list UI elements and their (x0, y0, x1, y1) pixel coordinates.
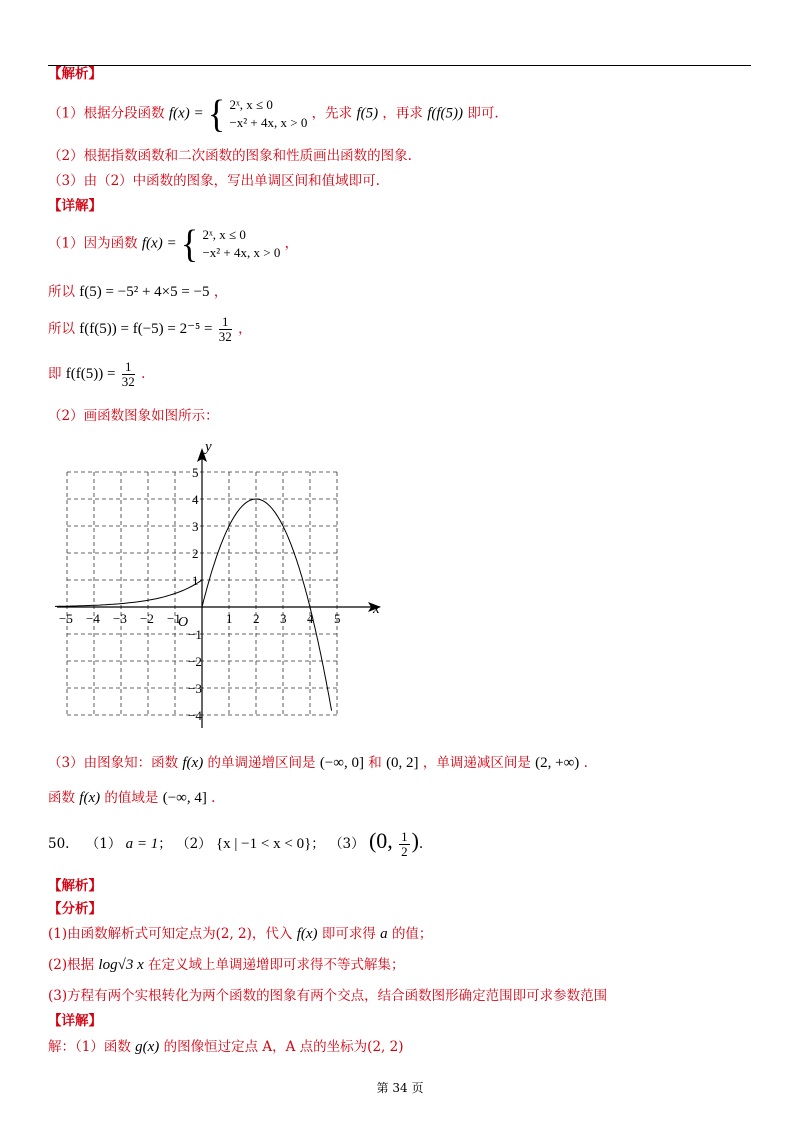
y-axis-label: y (205, 439, 212, 455)
header-rule (48, 65, 751, 66)
part-3-open: (0, (368, 828, 393, 853)
analysis2-header: 【解析】 (48, 878, 102, 894)
question-number: 50. (48, 836, 70, 852)
detail-line-7 (48, 788, 215, 808)
parabola-branch (202, 499, 332, 711)
detail-line-3-text: 所以 (48, 321, 75, 337)
detail-line-6-text: （3）由图象知：函数 (48, 755, 179, 771)
detail-line-6-mid2: ，单调递减区间是 (422, 755, 531, 771)
function-f: f(x) = (141, 235, 177, 252)
part-3-close: ) (411, 828, 419, 853)
x-tick-label: −3 (113, 611, 127, 626)
analysis2-line-2-end: 在定义域上单调递增即可求得不等式解集； (148, 957, 405, 973)
detail-line-7-text: 函数 (48, 790, 75, 806)
x-tick-label: 1 (226, 611, 233, 626)
page-footer: 第 34 页 (376, 1081, 424, 1095)
y-tick-label: −1 (188, 627, 202, 642)
x-tick-label: 3 (280, 611, 287, 626)
fraction-1-2 (399, 830, 410, 859)
analysis-line-2: （2）根据指数函数和二次函数的图象和性质画出函数的图象. (48, 148, 412, 164)
function-graph (55, 438, 395, 733)
fraction-denominator: 2 (401, 844, 408, 859)
decreasing-interval: (2, +∞) (535, 755, 580, 771)
fraction-denominator: 32 (218, 329, 232, 344)
analysis-line-1-mid2: ，再求 (382, 105, 423, 122)
f-of-5: f(5) (356, 105, 379, 122)
detail-line-6-and: 和 (368, 755, 382, 771)
fraction-1-32 (219, 315, 232, 344)
increasing-interval-1: (−∞, 0] (319, 755, 364, 771)
y-tick-label: 1 (192, 573, 199, 588)
detail-line-4-text: 即 (48, 366, 62, 382)
detail-line-1-end: ， (284, 235, 299, 252)
piecewise-case-1: 2ˣ, x ≤ 0 (229, 97, 273, 112)
detail-line-2-math: f(5) = −5² + 4×5 = −5 (79, 284, 210, 300)
detail2-header: 【详解】 (48, 1013, 102, 1029)
function-f: f(x) (296, 926, 318, 942)
y-tick-label: −2 (188, 654, 202, 669)
analysis-line-1-mid: ，先求 (311, 105, 353, 122)
analysis2-line-1 (48, 924, 432, 944)
piecewise-case-2: −x² + 4x, x > 0 (229, 115, 308, 130)
log-expression: log√3 x (98, 957, 144, 973)
function-f: f(x) (182, 755, 204, 771)
fraction-numerator: 1 (401, 829, 408, 844)
piecewise-cases (229, 96, 307, 132)
x-tick-label: −2 (140, 611, 154, 626)
piecewise-brace: { (207, 92, 226, 136)
part-2-answer: {x | −1 < x < 0} (215, 836, 312, 852)
analysis-line-1 (48, 92, 499, 136)
analysis2-line-2 (48, 955, 405, 975)
detail-line-4-end: . (141, 366, 146, 382)
part-3-end: . (418, 836, 424, 852)
piecewise-brace: { (180, 222, 199, 266)
x-tick-labels (59, 611, 341, 626)
detail-line-1 (48, 222, 299, 266)
analysis2-line-1-text: (1)由函数解析式可知定点为(2, 2)，代入 (48, 926, 293, 942)
origin-label: O (178, 615, 189, 630)
increasing-interval-2: (0, 2] (386, 755, 419, 771)
x-tick-label: 2 (253, 611, 260, 626)
y-tick-label: −4 (188, 708, 202, 723)
fraction-numerator: 1 (219, 315, 232, 330)
piecewise-case-2: −x² + 4x, x > 0 (202, 245, 281, 260)
detail-line-6-mid: 的单调递增区间是 (207, 755, 316, 771)
analysis2-line-2-text: (2)根据 (48, 957, 95, 973)
analysis2-line-1-end: 的值； (391, 926, 433, 942)
part-2-label: （2） (176, 836, 212, 852)
detail-line-4-math: f(f(5)) = (65, 366, 116, 382)
detail-line-3 (48, 315, 252, 351)
detail-line-6-end: . (583, 755, 588, 771)
part-1-label: （1） (85, 836, 122, 852)
y-tick-label: 2 (192, 546, 199, 561)
function-f: f(x) = (168, 105, 204, 122)
function-g: g(x) (135, 1039, 160, 1055)
piecewise-cases (202, 226, 280, 262)
x-tick-label: −4 (86, 611, 100, 626)
function-f: f(x) (79, 790, 101, 806)
analysis2-line-1-mid: 即可求得 (321, 926, 376, 942)
detail-line-7-end: . (211, 790, 216, 806)
detail-line-2-end: ， (213, 284, 228, 300)
part-3-label: （3） (329, 836, 365, 852)
analysis2-sub-header: 【分析】 (48, 901, 102, 917)
separator: ； (311, 836, 325, 852)
exponential-branch (55, 580, 202, 606)
fraction-numerator: 1 (122, 360, 135, 375)
detail-line-4 (48, 360, 145, 396)
y-tick-label: −3 (188, 681, 202, 696)
detail2-line-1-end: 的图像恒过定点 A，A 点的坐标为(2, 2) (163, 1039, 404, 1055)
detail-line-3-end: ， (238, 321, 252, 337)
piecewise-case-1: 2ˣ, x ≤ 0 (202, 227, 246, 242)
f-of-f-of-5: f(f(5)) (427, 105, 464, 122)
y-tick-label: 4 (192, 492, 199, 507)
separator: ； (158, 836, 172, 852)
detail-line-1-text: （1）因为函数 (48, 235, 138, 252)
x-tick-label: 5 (334, 611, 341, 626)
part-1-answer: a = 1 (125, 836, 159, 852)
analysis-line-3: （3）由（2）中函数的图象，写出单调区间和值域即可. (48, 173, 380, 189)
x-tick-label: −1 (167, 611, 181, 626)
parameter-a: a (380, 926, 388, 942)
x-tick-label: −5 (59, 611, 73, 626)
detail2-line-1-text: 解：（1）函数 (48, 1039, 131, 1055)
question-50-answers (48, 830, 423, 866)
analysis-header: 【解析】 (48, 66, 102, 82)
analysis-line-1-text: （1）根据分段函数 (48, 105, 165, 122)
x-axis-label: x (373, 601, 380, 617)
x-tick-label: 4 (307, 611, 314, 626)
range-interval: (−∞, 4] (162, 790, 207, 806)
detail-line-7-mid: 的值域是 (104, 790, 159, 806)
fraction-1-32 (122, 360, 135, 389)
y-tick-label: 3 (192, 519, 199, 534)
detail-header: 【详解】 (48, 198, 102, 214)
detail-line-2-text: 所以 (48, 284, 75, 300)
detail-line-2 (48, 282, 227, 302)
fraction-denominator: 32 (121, 374, 135, 389)
detail-line-5: （2）画函数图象如图所示： (48, 408, 219, 424)
analysis-line-1-end: 即可. (467, 105, 499, 122)
detail2-line-1 (48, 1037, 403, 1057)
detail-line-6 (48, 753, 588, 773)
y-tick-label: 5 (192, 465, 199, 480)
detail-line-3-math: f(f(5)) = f(−5) = 2⁻⁵ = (79, 321, 213, 337)
analysis2-line-3: (3)方程有两个实根转化为两个函数的图象有两个交点，结合函数图形确定范围即可求参数范围 (48, 988, 608, 1004)
y-tick-labels (188, 465, 202, 723)
